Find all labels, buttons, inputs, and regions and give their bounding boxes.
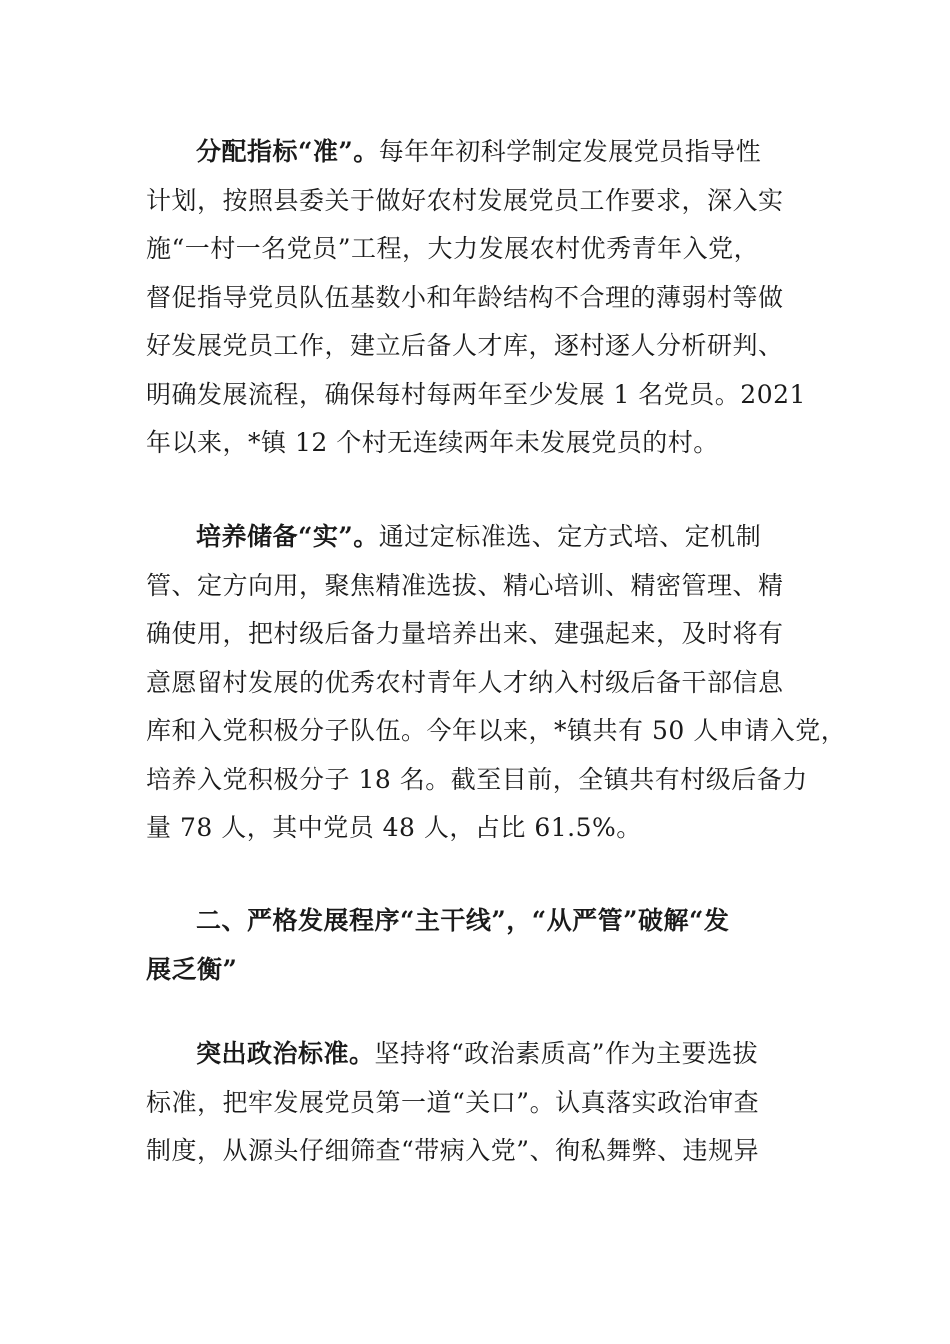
paragraph-text: 通过定标准选、定方式培、定机制 [378,522,762,551]
paragraph-line: 计划，按照县委关于做好农村发展党员工作要求，深入实 [146,185,784,215]
paragraph-first-line [146,1030,796,1079]
paragraph-first-line [146,128,796,177]
paragraph-lead-heading: 培养储备“实”。 [196,522,379,551]
paragraph-line: 制度，从源头仔细筛查“带病入党”、徇私舞弊、违规异 [146,1136,760,1165]
paragraph-allocate-quota [146,128,806,468]
paragraph-line: 督促指导党员队伍基数小和年龄结构不合理的薄弱村等做 [146,282,784,312]
paragraph-political-standard [146,1030,796,1176]
paragraph-line: 培养入党积极分子 18 名。截至目前，全镇共有村级后备力 [146,764,808,794]
paragraph-line: 管、定方向用，聚焦精准选拔、精心培训、精密管理、精 [146,570,784,600]
section-heading-line: 二、严格发展程序“主干线”，“从严管”破解“发 [196,906,730,935]
paragraph-text: 每年年初科学制定发展党员指导性 [378,137,762,166]
paragraph-lead-heading: 突出政治标准。 [196,1039,375,1068]
section-heading-line: 展乏衡” [146,954,238,984]
paragraph-cultivate-reserve [146,513,847,853]
paragraph-line: 量 78 人，其中党员 48 人，占比 61.5%。 [146,813,642,842]
paragraph-first-line [146,513,796,562]
paragraph-line: 标准，把牢发展党员第一道“关口”。认真落实政治审查 [146,1087,760,1117]
paragraph-line: 意愿留村发展的优秀农村青年人才纳入村级后备干部信息 [146,667,784,697]
section-heading [146,897,796,994]
paragraph-line: 好发展党员工作，建立后备人才库，逐村逐人分析研判、 [146,331,784,360]
paragraph-line: 确使用，把村级后备力量培养出来、建强起来，及时将有 [146,619,784,648]
paragraph-lead-heading: 分配指标“准”。 [196,137,379,166]
paragraph-line: 施“一村一名党员”工程，大力发展农村优秀青年入党， [146,234,760,263]
paragraph-line: 库和入党积极分子队伍。今年以来，*镇共有 50 人申请入党， [146,716,847,745]
paragraph-line: 明确发展流程，确保每村每两年至少发展 1 名党员。2021 [146,379,806,409]
paragraph-text: 坚持将“政治素质高”作为主要选拔 [374,1039,759,1068]
paragraph-line: 年以来，*镇 12 个村无连续两年未发展党员的村。 [146,428,719,457]
